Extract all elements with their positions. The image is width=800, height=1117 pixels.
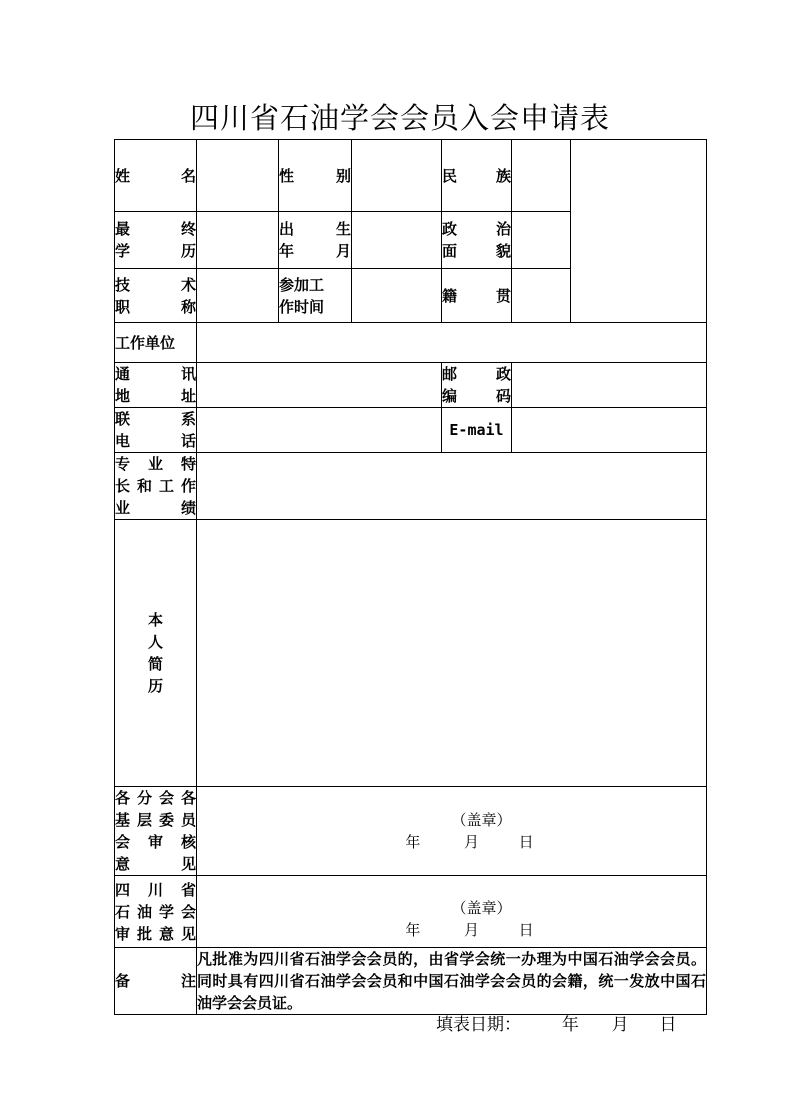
biography-label-char4: 历 xyxy=(147,677,163,695)
biography-label-char3: 简 xyxy=(147,655,163,673)
biography-label-char1: 本 xyxy=(147,611,163,629)
address-label xyxy=(115,363,197,408)
name-label: 姓 名 xyxy=(115,140,197,212)
society-approval-field[interactable] xyxy=(197,876,707,948)
political-label xyxy=(442,212,512,269)
political-field[interactable] xyxy=(512,212,571,269)
education-label xyxy=(115,212,197,269)
employer-field[interactable] xyxy=(197,323,707,363)
specialty-label-line3: 业 绩 xyxy=(115,499,196,517)
specialty-label-line1: 专业特 xyxy=(115,455,196,473)
political-label-line1: 政 治 xyxy=(442,220,511,238)
work-start-label xyxy=(279,269,352,323)
society-approval-label xyxy=(115,876,197,948)
name-field[interactable] xyxy=(197,140,279,212)
native-place-field[interactable] xyxy=(512,269,571,323)
society-approval-label-line3: 审批意见 xyxy=(115,924,196,943)
email-label: E-mail xyxy=(442,408,512,453)
branch-opinion-label-line4: 意 见 xyxy=(115,855,196,873)
biography-field[interactable] xyxy=(197,520,707,787)
fill-date-year: 年 xyxy=(561,1015,579,1035)
fill-date-label: 填表日期： xyxy=(436,1015,521,1035)
phone-label xyxy=(115,408,197,453)
branch-opinion-label xyxy=(115,787,197,876)
society-seal: （盖章） xyxy=(451,898,512,917)
political-label-line2: 面 貌 xyxy=(442,242,511,260)
education-label-line1: 最 终 xyxy=(115,220,196,238)
native-place-label: 籍 贯 xyxy=(442,269,512,323)
application-form xyxy=(114,139,707,1015)
branch-opinion-field[interactable] xyxy=(197,787,707,876)
photo-box[interactable] xyxy=(571,140,707,323)
branch-date-day: 日 xyxy=(518,833,534,851)
society-date xyxy=(197,919,706,941)
gender-label: 性 别 xyxy=(279,140,352,212)
branch-opinion-label-line3: 会 审 核 xyxy=(115,833,196,851)
society-date-day: 日 xyxy=(518,920,534,939)
work-start-label-line1: 参加工 xyxy=(279,275,325,294)
postal-label-line2: 编 码 xyxy=(442,387,511,405)
address-field[interactable] xyxy=(197,363,442,408)
society-date-year: 年 xyxy=(405,920,421,939)
postal-field[interactable] xyxy=(512,363,707,408)
education-field[interactable] xyxy=(197,212,279,269)
phone-field[interactable] xyxy=(197,408,442,453)
remarks-text: 凡批准为四川省石油学会会员的，由省学会统一办理为中国石油学会会员。同时具有四川省石油学会会员和中国石油学会会员的会籍，统一发放中国石油学会会员证。 xyxy=(197,948,707,1015)
branch-date-year: 年 xyxy=(405,833,421,851)
ethnicity-field[interactable] xyxy=(512,140,571,212)
tech-title-field[interactable] xyxy=(197,269,279,323)
fill-date xyxy=(436,1010,676,1035)
society-approval-label-line2: 石油学会 xyxy=(115,902,196,921)
specialty-field[interactable] xyxy=(197,453,707,520)
phone-label-line2: 电 话 xyxy=(115,432,196,450)
postal-label-line1: 邮 政 xyxy=(442,365,511,383)
society-date-month: 月 xyxy=(463,920,479,939)
postal-label xyxy=(442,363,512,408)
page-title: 四川省石油学会会员入会申请表 xyxy=(189,101,610,135)
birth-label-line2: 年 月 xyxy=(279,242,351,260)
address-label-line2: 地 址 xyxy=(115,387,196,405)
email-field[interactable] xyxy=(512,408,707,453)
tech-title-label xyxy=(115,269,197,323)
fill-date-month: 月 xyxy=(611,1015,629,1035)
work-start-label-line2: 作时间 xyxy=(279,297,325,316)
education-label-line2: 学 历 xyxy=(115,242,196,260)
society-approval-label-line1: 四 川 省 xyxy=(115,880,196,899)
employer-label: 工作单位 xyxy=(115,323,197,363)
specialty-label xyxy=(115,453,197,520)
work-start-field[interactable] xyxy=(352,269,442,323)
branch-opinion-label-line1: 各分会各 xyxy=(115,789,196,807)
birth-label xyxy=(279,212,352,269)
address-label-line1: 通 讯 xyxy=(115,365,196,383)
ethnicity-label: 民 族 xyxy=(442,140,512,212)
fill-date-day: 日 xyxy=(659,1015,677,1035)
tech-title-label-line2: 职 称 xyxy=(115,297,196,316)
branch-date xyxy=(197,831,706,853)
remarks-label: 备 注 xyxy=(115,948,197,1015)
specialty-label-line2: 长和工作 xyxy=(115,477,196,495)
birth-field[interactable] xyxy=(352,212,442,269)
branch-seal: （盖章） xyxy=(451,811,512,829)
biography-label-char2: 人 xyxy=(147,633,163,651)
phone-label-line1: 联 系 xyxy=(115,410,196,428)
branch-date-month: 月 xyxy=(463,833,479,851)
gender-field[interactable] xyxy=(352,140,442,212)
tech-title-label-line1: 技 术 xyxy=(115,275,196,294)
biography-label xyxy=(115,520,197,787)
birth-label-line1: 出 生 xyxy=(279,220,351,238)
branch-opinion-label-line2: 基层委员 xyxy=(115,811,196,829)
